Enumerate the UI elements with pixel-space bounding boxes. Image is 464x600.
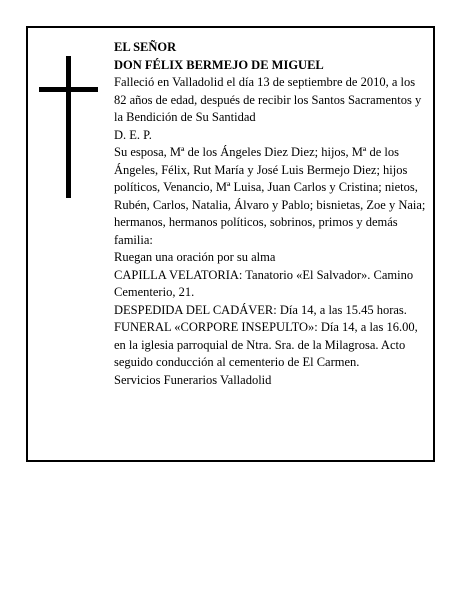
death-info: Falleció en Valladolid el día 13 de septiembre de 2010, a los 82 años de edad, después de recibir los Santos Sacramentos y la Bendición de Su Santidad	[114, 75, 422, 124]
farewell-info: DESPEDIDA DEL CADÁVER: Día 14, a las 15.45 horas.	[114, 302, 407, 317]
obituary-notice	[26, 26, 435, 462]
notice-title: EL SEÑOR	[114, 40, 177, 54]
family-list: Su esposa, Mª de los Ángeles Diez Diez; hijos, Mª de los Ángeles, Félix, Rut María y José Luis Bermejo Diez; hijos políticos, Venancio, Mª Luisa, Juan Carlos y Cristina; nietos, Rubén, Carlos, Natalia, Álvaro y Pablo; bisnietas, Zoe y Naia; hermanos, hermanos políticos, sobrinos, primos y demás familia:	[114, 145, 426, 247]
funeral-info: FUNERAL «CORPORE INSEPULTO»: Día 14, a las 16.00, en la iglesia parroquial de Ntra. Sra. de la Milagrosa. Acto seguido conducción al cementerio de El Carmen.	[114, 320, 418, 369]
funeral-services: Servicios Funerarios Valladolid	[114, 372, 272, 387]
prayer-request: Ruegan una oración por su alma	[114, 250, 276, 264]
deceased-name: DON FÉLIX BERMEJO DE MIGUEL	[114, 57, 324, 72]
rip-text: D. E. P.	[114, 127, 152, 142]
chapel-info: CAPILLA VELATORIA: Tanatorio «El Salvador». Camino Cementerio, 21.	[114, 267, 414, 299]
cross-horizontal-bar	[39, 87, 98, 92]
cross-vertical-bar	[66, 56, 71, 198]
notice-text	[114, 39, 426, 389]
